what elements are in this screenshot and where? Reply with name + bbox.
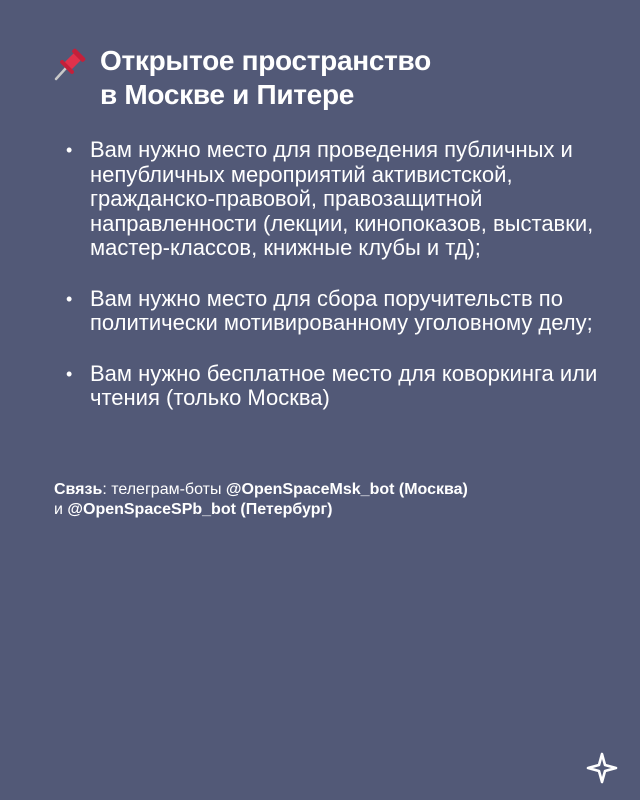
title-line-1: Открытое пространство [100,45,431,76]
page-title [100,44,620,112]
list-item [62,287,612,336]
sparkle-logo-icon [586,752,618,784]
moscow-bot-link[interactable]: @OpenSpaceMsk_bot (Москва) [225,481,468,498]
bullet: • [66,288,73,309]
bullet: • [66,363,73,384]
pushpin-icon [52,46,88,82]
contact-label: Связь [54,481,103,498]
contact-text: : телеграм-боты [102,481,226,498]
list-item-text: Вам нужно место для сбора поручительств по политически мотивированному уголовному делу; [90,285,593,335]
contact-info [54,480,614,520]
list-item-text: Вам нужно бесплатное место для коворкинга или чтения (только Москва) [90,360,598,410]
list-item [62,362,612,411]
title-line-2: в Москве и Питере [100,79,355,110]
contact-text-2: и [54,501,68,518]
needs-list [62,138,612,437]
list-item-text: Вам нужно место для проведения публичных и непубличных мероприятий активистской, гражданско-правовой, правозащитной направленности (лекции, кинопоказов, выставки, мастер-классов, книжные клубы и тд); [90,137,594,260]
bullet: • [66,140,73,160]
spb-bot-link[interactable]: @OpenSpaceSPb_bot (Петербург) [67,501,333,518]
list-item [62,138,612,261]
